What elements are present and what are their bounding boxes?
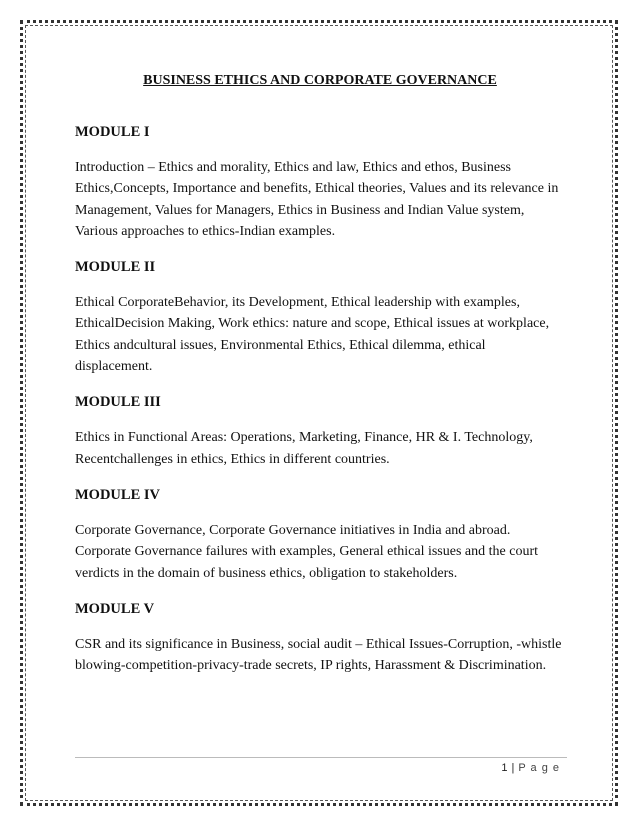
module-body: Ethics in Functional Areas: Operations, Marketing, Finance, HR & I. Technology, Recentchallenges in ethics, Ethics in different countries. [75,430,533,467]
module-5 [75,600,565,677]
module-heading: MODULE IV [75,486,160,503]
page-label: P a g e [518,762,560,774]
module-3 [75,393,565,470]
module-2 [75,258,565,377]
page-footer [501,762,560,774]
footer-separator: | [511,762,516,774]
module-body: Ethical CorporateBehavior, its Development, Ethical leadership with examples, EthicalDecision Making, Work ethics: nature and scope, Ethical issues at workplace, Ethics andcultural issues, Environmental Ethics, Ethical dilemma, ethical displacement. [75,295,550,375]
module-body: Introduction – Ethics and morality, Ethics and law, Ethics and ethos, Business Ethics,Concepts, Importance and benefits, Ethical theories, Values and its relevance in Management, Values for Managers, Ethics in Business and Indian Value system, Various approaches to ethics-Indian examples. [75,160,559,239]
module-4 [75,486,565,584]
module-body: CSR and its significance in Business, social audit – Ethical Issues-Corruption, -whistle blowing-competition-privacy-trade secrets, IP rights, Harassment & Discrimination. [75,636,562,674]
module-heading: MODULE I [75,124,150,140]
document-title: BUSINESS ETHICS AND CORPORATE GOVERNANCE [143,73,497,88]
footer-divider [75,757,567,758]
module-heading: MODULE II [75,259,156,276]
document-content [75,72,565,692]
page-number: 1 [501,762,509,774]
module-body: Corporate Governance, Corporate Governance initiatives in India and abroad. Corporate Governance failures with examples, General ethical issues and the court verdicts in the domain of business ethics, obligation to stakeholders. [75,522,538,581]
module-heading: MODULE V [75,600,155,617]
module-1 [75,123,565,242]
module-heading: MODULE III [75,394,161,411]
